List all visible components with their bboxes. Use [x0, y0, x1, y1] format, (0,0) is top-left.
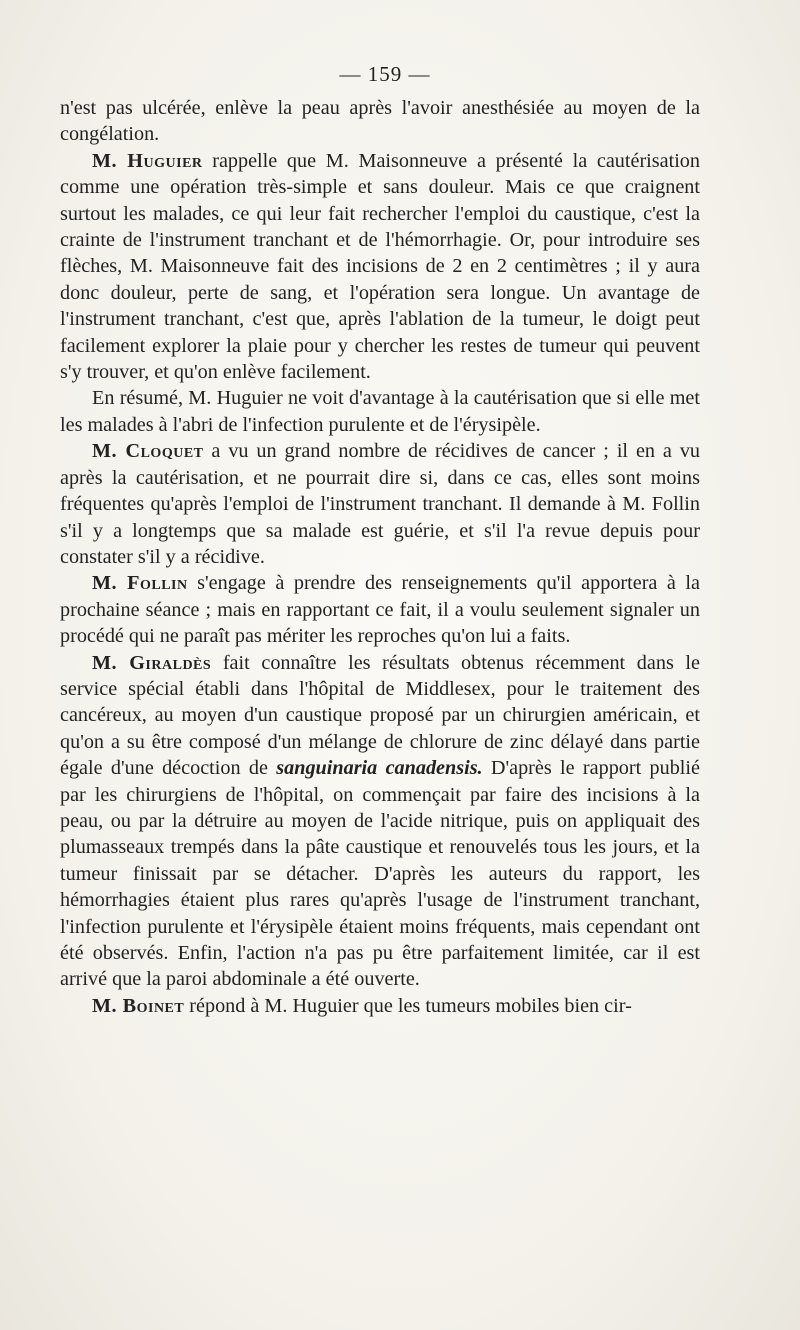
paragraph-huguier: [60, 148, 700, 386]
paragraph-cloquet: [60, 438, 700, 570]
page-number: — 159 —: [339, 62, 431, 86]
paragraph-text: répond à M. Huguier que les tumeurs mobiles bien cir-: [184, 994, 632, 1017]
speaker-name: M. Huguier: [92, 149, 203, 172]
paragraph-text-after: D'après le rapport publié par les chirurgiens de l'hôpital, on commençait par faire des incisions à la peau, ou par la détruire au moyen de l'acide nitrique, puis on appliquait des plumasseaux trempés dans la pâte caustique et renouvelés tous les jours, et la tumeur finissait par se détacher. D'après les auteurs du rapport, les hémorrhagies étaient plus rares qu'après l'usage de l'instrument tranchant, l'infection purulente et l'érysipèle étaient moins fréquents, mais cependant ont été observés. Enfin, l'action n'a pas pu être parfaitement limitée, car il est arrivé que la paroi abdominale a été ouverte.: [60, 757, 700, 991]
paragraph-text: rappelle que M. Maisonneuve a présenté la cautérisation comme une opération très-simple et sans douleur. Mais ce que craignent surtout les malades, ce qui leur fait rechercher l'emploi du caustique, c'est la crainte de l'instrument tranchant et de l'hémorrhagie. Or, pour introduire ses flèches, M. Maisonneuve fait des incisions de 2 en 2 centimètres ; il y aura donc douleur, perte de sang, et l'opération sera longue. Un avantage de l'instrument tranchant, c'est que, après l'ablation de la tumeur, le doigt peut facilement explorer la plaie pour y chercher les restes de tumeur qui peuvent s'y trouver, et qu'on enlève facilement.: [60, 149, 700, 384]
page-body: [60, 95, 700, 1019]
paragraph-continuation: [60, 95, 700, 148]
speaker-name: M. Follin: [92, 572, 188, 595]
paragraph-text: s'engage à prendre des renseignements qu'il apportera à la prochaine séance ; mais en rapportant ce fait, il a voulu seulement signaler un procédé qui ne paraît pas mériter les reproches qu'on lui a faits.: [60, 572, 701, 648]
paragraph-text: En résumé, M. Huguier ne voit d'avantage à la cautérisation que si elle met les malades à l'abri de l'infection purulente et de l'érysipèle.: [60, 387, 700, 436]
speaker-name: M. Cloquet: [92, 440, 204, 463]
speaker-name: M. Boinet: [92, 994, 185, 1017]
paragraph-text: a vu un grand nombre de récidives de cancer ; il en a vu après la cautérisation, et ne pourrait dire si, dans ce cas, elles sont moins fréquentes qu'après l'emploi de l'instrument tranchant. Il demande à M. Follin s'il y a longtemps que sa malade est guérie, et s'il l'a revue depuis pour constater s'il y a récidive.: [60, 440, 701, 568]
paragraph-text: fait connaître les résultats obtenus récemment dans le service spécial établi dans l'hôpital de Middlesex, pour le traitement des cancéreux, au moyen d'un caustique proposé par un chirurgien américain, et qu'on a su être composé d'un mélange de chlorure de zinc délayé dans partie égale d'une décoction de: [60, 651, 701, 780]
paragraph-text: n'est pas ulcérée, enlève la peau après l'avoir anesthésiée au moyen de la congélation.: [60, 97, 700, 146]
paragraph-resume: [60, 385, 700, 438]
paragraph-giraldes: [60, 650, 700, 993]
italic-term: sanguinaria canadensis.: [276, 757, 483, 780]
paragraph-follin: [60, 570, 700, 649]
paragraph-boinet: [60, 993, 700, 1019]
speaker-name: M. Giraldès: [92, 651, 212, 674]
